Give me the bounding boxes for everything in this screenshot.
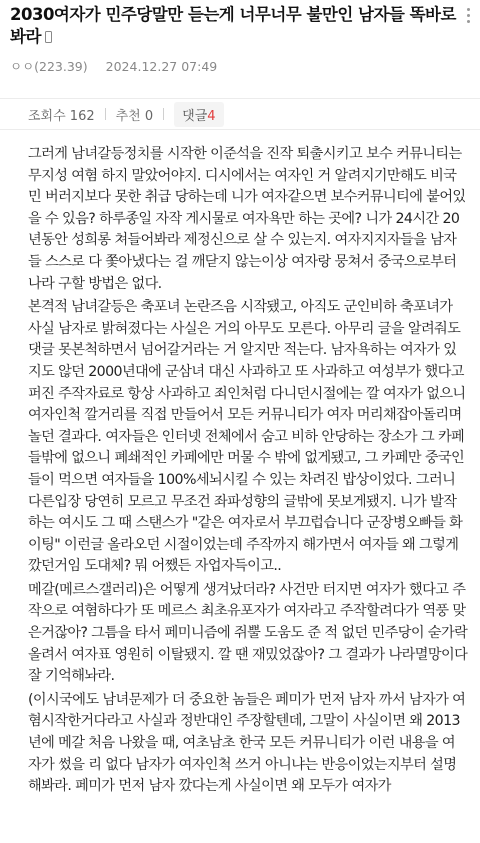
post-meta <box>10 57 468 75</box>
stats-separator <box>163 108 164 120</box>
post-author[interactable]: ㅇㅇ(223.39) <box>10 59 88 74</box>
post-stats <box>0 99 480 129</box>
comments-count: 4 <box>207 108 216 124</box>
body-paragraph: 본격적 남녀갈등은 축포녀 논란즈음 시작됐고, 아직도 군인비하 축포녀가 사실 남자로 밝혀졌다는 사실은 거의 아무도 모른다. 아무리 글을 알려줘도 댓글 못본척하면서 넘어갈거라는 거 알지만 적는다. 남자욕하는 여자가 있지도 않던 2000년대에 군삼녀 대신 사과하고 또 사과하고 여성부가 했다고 퍼진 주작자료로 항상 사과하고 죄인처럼 다니던시절에는 깔 여자가 없으니 여자인척 깔거리를 직접 만들어서 모든 커뮤니티가 여자 머리채잡아돌리며 놀던 결과다. 여자들은 인터넷 전체에서 숨고 비하 안당하는 장소가 그 카페들밖에 없으니 폐쇄적인 카페에만 머물 수 밖에 없게됐고, 그 카페만 중국인들이 먹으면 여자들을 100%세뇌시킬 수 있는 차려진 밥상이었다. 그러니 다른입장 당연히 모르고 무조건 좌파성향의 글밖에 못보게됐지. 니가 발작하는 여시도 그 때 스탠스가 "같은 여자로서 부끄럽습니다 군장병오빠들 화이팅" 이런글 올라오던 시절이었는데 주작까지 해가면서 여자들 왜 그렇게 깠던거임 도대체? 뭐 어쨌든 자업자득이고.. <box>28 299 466 575</box>
comments-label: 댓글 <box>182 108 208 124</box>
body-paragraph: (이시국에도 남녀문제가 더 중요한 놈들은 페미가 먼저 남자 까서 남자가 여혐시작한거다라고 사실과 정반대인 주장할텐데, 그말이 사실이면 왜 2013년에 메갈 처음 나왔을 때, 여초남초 한국 모든 커뮤니티가 이런 내용을 여자가 썼을 리 없다 남자가 여자인척 쓰거 아니냐는 반응이었는지부터 설명해봐라. 페미가 먼저 남자 깠다는게 사실이면 왜 모두가 여자가 <box>28 691 466 795</box>
post-body <box>0 130 480 798</box>
mobile-icon <box>45 31 52 43</box>
post-date: 2024.12.27 07:49 <box>105 58 218 74</box>
comments-button[interactable] <box>174 102 223 127</box>
post-header <box>0 0 480 84</box>
views-count: 조회수 162 <box>28 108 95 124</box>
more-options-icon[interactable] <box>467 8 470 23</box>
likes-count: 추천 0 <box>115 108 154 124</box>
stats-separator <box>105 108 106 120</box>
post-title <box>10 4 468 48</box>
body-paragraph: 그러게 남녀갈등정치를 시작한 이준석을 진작 퇴출시키고 보수 커뮤니티는 무지성 여혐 하지 말았어야지. 디시에서는 여자인 거 알려지기만해도 비국민 버러지보다 못한 취급 당하는데 니가 여자같으면 보수커뮤니티에 붙어있을 수 있음? 하루종일 자작 게시물로 여자욕만 하는 곳에? 니가 24시간 20년동안 성희롱 쳐들어봐라 제정신으로 살 수 있는지. 여자지지자들을 남자들 스스로 다 쫓아냈다는 걸 깨닫지 않는이상 여자랑 뭉쳐서 중국으로부터 나라 구할 방법은 없다. <box>28 146 466 292</box>
post-title-text: 2030여자가 민주당말만 듣는게 너무너무 불만인 남자들 똑바로 봐라 <box>10 5 456 46</box>
body-paragraph: 메갈(메르스갤러리)은 어떻게 생겨났더라? 사건만 터지면 여자가 했다고 주작으로 여혐하다가 또 메르스 최초유포자가 여자라고 주작할려다가 역풍 맞은거잖아? 그틈을 타서 페미니즘에 쥐뿔 도움도 준 적 없던 민주당이 숟가락 올려서 여자표 영원히 이탈됐지. 깔 땐 재밌었잖아? 그 결과가 나라멸망이다 잘 기억해놔라. <box>28 581 468 685</box>
